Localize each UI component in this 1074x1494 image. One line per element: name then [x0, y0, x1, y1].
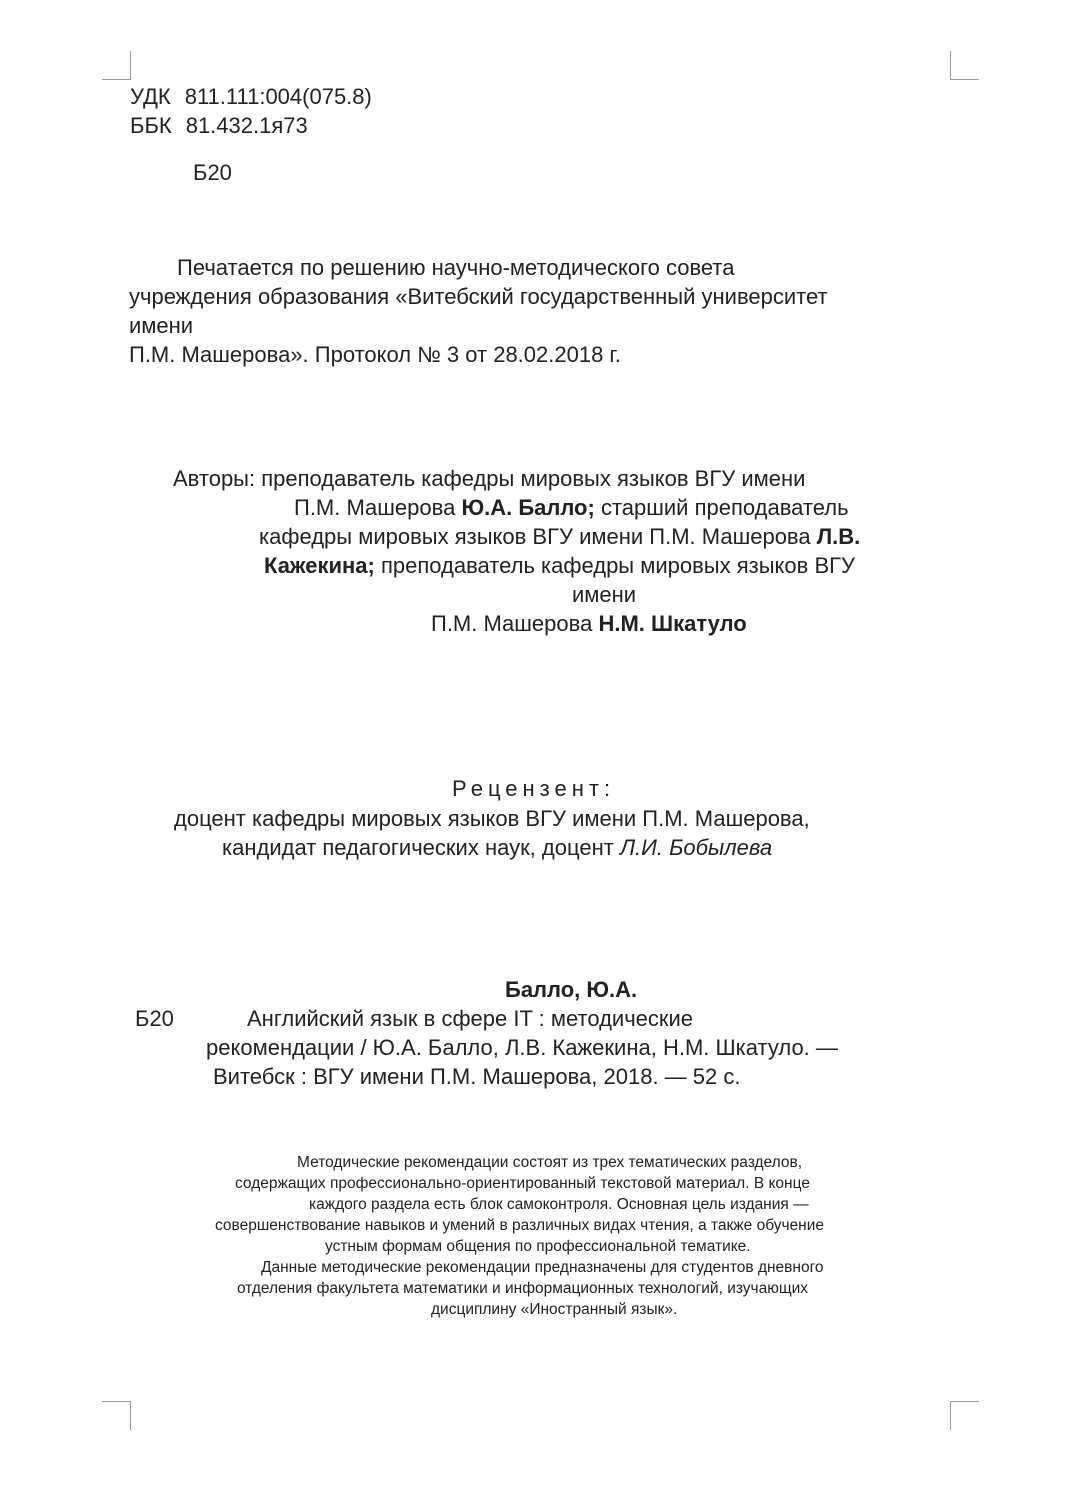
abstract-line-1: Методические рекомендации состоят из трех тематических разделов,: [297, 1154, 803, 1171]
authors-line-4: [264, 551, 855, 580]
bbk-line: [130, 111, 308, 140]
crop-mark-top-left: [102, 51, 131, 80]
decision-line-4: П.М. Машерова». Протокол № 3 от 28.02.2018 г.: [129, 342, 621, 367]
authors-line-6: [431, 609, 747, 638]
bibliography-code: Б20: [135, 1006, 174, 1031]
authors-affiliation: П.М. Машерова: [431, 611, 599, 636]
reviewer-degree: кандидат педагогических наук, доцент: [222, 835, 620, 860]
abstract-line-2: содержащих профессионально-ориентированный текстовой материал. В конце: [235, 1175, 810, 1192]
abstract-line-6: Данные методические рекомендации предназначены для студентов дневного: [261, 1259, 824, 1276]
authors-affiliation: кафедры мировых языков ВГУ имени П.М. Машерова: [259, 524, 817, 549]
authors-position: старший преподаватель: [594, 495, 849, 520]
author-name-ballo: Ю.А. Балло;: [461, 495, 595, 520]
abstract-line-4: совершенствование навыков и умений в различных видах чтения, а также обучение: [215, 1217, 825, 1234]
decision-line-1: Печатается по решению научно-методического совета: [177, 255, 735, 280]
bibliography-line-3: Витебск : ВГУ имени П.М. Машерова, 2018. — 52 с.: [213, 1064, 741, 1089]
authors-line-3: [259, 522, 860, 551]
bibliography-line-1: Английский язык в сфере IT : методические: [247, 1006, 694, 1031]
reviewer-heading: Рецензент:: [452, 776, 616, 801]
bibliography-line-2: рекомендации / Ю.А. Балло, Л.В. Кажекина, Н.М. Шкатуло. —: [206, 1035, 838, 1060]
authors-line-1: Авторы: преподаватель кафедры мировых языков ВГУ имени: [173, 466, 806, 491]
reviewer-line-2: [222, 833, 772, 862]
bbk-label: ББК: [130, 113, 172, 138]
reviewer-name: Л.И. Бобылева: [619, 835, 773, 860]
author-name-kazhekina: Кажекина;: [264, 553, 375, 578]
bbk-value: 81.432.1я73: [185, 113, 308, 138]
abstract-line-3: каждого раздела есть блок самоконтроля. Основная цель издания —: [309, 1196, 809, 1213]
bibliography-author: Балло, Ю.А.: [505, 977, 638, 1002]
abstract-line-8: дисциплину «Иностранный язык».: [431, 1301, 678, 1318]
authors-line-2: [294, 493, 849, 522]
abstract-line-7: отделения факультета математики и информационных технологий, изучающих: [237, 1280, 809, 1297]
decision-line-3: имени: [129, 313, 194, 338]
udk-label: УДК: [130, 84, 171, 109]
abstract-line-5: устным формам общения по профессиональной тематике.: [325, 1238, 751, 1255]
author-sign: Б20: [193, 160, 232, 185]
authors-position: преподаватель кафедры мировых языков ВГУ: [374, 553, 856, 578]
udk-line: [130, 82, 372, 111]
reviewer-line-1: доцент кафедры мировых языков ВГУ имени П.М. Машерова,: [174, 806, 810, 831]
author-initials-kazhekina: Л.В.: [816, 524, 861, 549]
crop-mark-bottom-right: [950, 1401, 979, 1430]
crop-mark-top-right: [950, 51, 979, 80]
udk-value: 811.111:004(075.8): [184, 84, 372, 109]
crop-mark-bottom-left: [102, 1401, 131, 1430]
authors-line-5: имени: [572, 582, 637, 607]
authors-affiliation: П.М. Машерова: [294, 495, 462, 520]
decision-line-2: учреждения образования «Витебский государственный университет: [129, 284, 828, 309]
author-name-shkatulo: Н.М. Шкатуло: [598, 611, 747, 636]
